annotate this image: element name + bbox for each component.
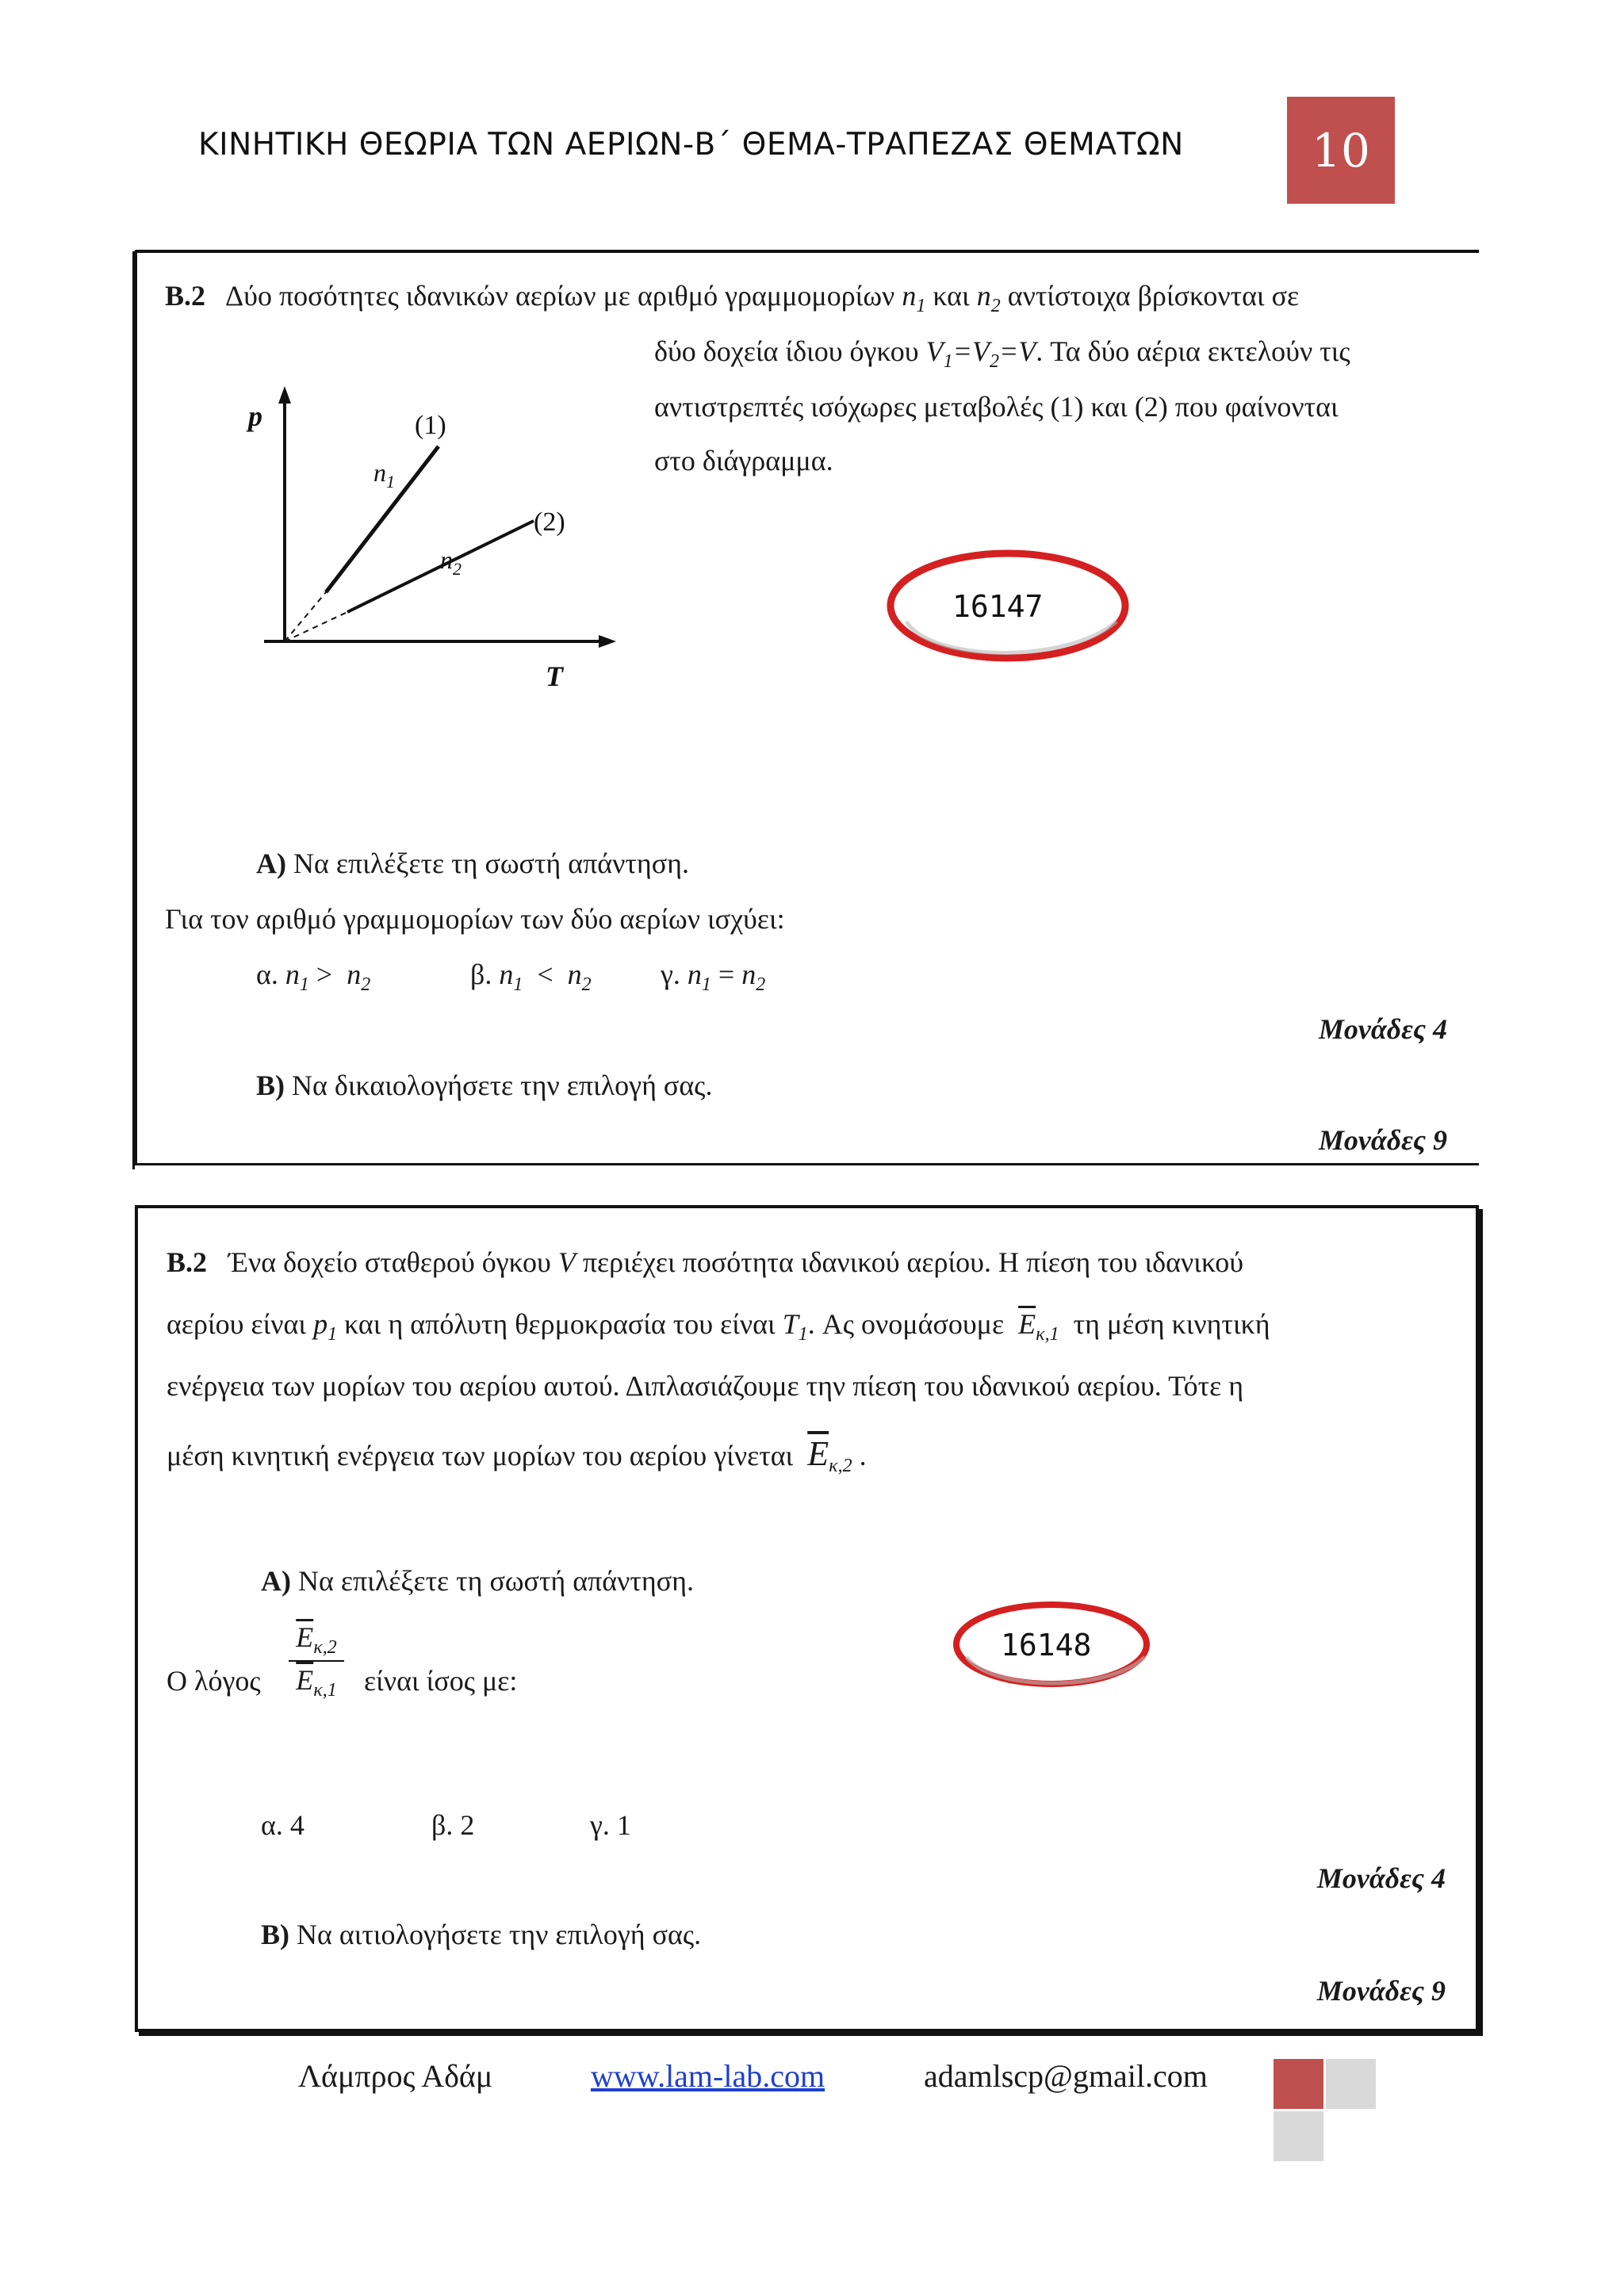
footer-square-red — [1274, 2059, 1323, 2109]
problem-2-line-2: αερίου είναι $p_1$ και η απόλυτη θερμοκρασία του είναι $T_1$. Ας ονομάσουμε $\overline{E}_{\kappa,1}$ τη μέση κινητική — [167, 1308, 1270, 1345]
problem-2-option-c: γ. 1 — [590, 1809, 631, 1841]
x-axis-arrow — [599, 635, 616, 648]
problem-box-1 — [135, 250, 1479, 1165]
problem-1-marks-a: Μονάδες 4 — [1318, 1013, 1447, 1045]
code-circle-2 — [947, 1595, 1161, 1698]
pt-diagram — [232, 380, 756, 713]
footer-square-gray-1 — [1326, 2059, 1376, 2109]
y-axis-label: p — [248, 400, 262, 432]
problem-box-2 — [135, 1205, 1479, 2032]
footer-email[interactable]: adamlscp@gmail.com — [924, 2058, 1208, 2094]
problem-2-option-b: β. 2 — [431, 1809, 475, 1841]
line-1-label: (1) — [415, 411, 446, 440]
line-2-extrapolation — [285, 612, 347, 641]
problem-1-line-3: αντιστρεπτές ισόχωρες μεταβολές (1) και (2) που φαίνονται — [654, 391, 1339, 423]
problem-1-option-c: γ. $n_1 = n_2$ — [661, 959, 766, 996]
problem-2-line-1: Β.2 Ένα δοχείο σταθερού όγκου V περιέχει ποσότητα ιδανικού αερίου. Η πίεση του ιδανικού — [167, 1246, 1244, 1278]
problem-2-marks-a: Μονάδες 4 — [1316, 1862, 1446, 1894]
page-number: 10 — [1312, 123, 1370, 178]
page-header-title: ΚΙΝΗΤΙΚΗ ΘΕΩΡΙΑ ΤΩΝ ΑΕΡΙΩΝ-Β΄ ΘΕΜΑ-ΤΡΑΠΕΖΑΣ ΘΕΜΑΤΩΝ — [198, 127, 1184, 163]
footer-square-gray-2 — [1274, 2111, 1323, 2161]
ratio-suffix: είναι ίσος με: — [364, 1665, 518, 1697]
problem-1-line-1: Β.2 Δύο ποσότητες ιδανικών αερίων με αριθμό γραμμομορίων $n_1$ και $n_2$ αντίστοιχα βρίσκονται σε — [165, 280, 1300, 317]
page-number-badge — [1287, 97, 1395, 204]
problem-2-part-b: Β) Να αιτιολογήσετε την επιλογή σας. — [261, 1919, 702, 1950]
footer-website-link[interactable]: www.lam-lab.com — [591, 2058, 825, 2094]
ratio-prefix: Ο λόγος — [167, 1665, 261, 1697]
problem-1-option-b: β. $n_1 < n_2$ — [470, 959, 592, 996]
n1-label: $n_1$ — [373, 458, 395, 492]
problem-1-part-b: Β) Να δικαιολογήσετε την επιλογή σας. — [256, 1070, 713, 1101]
problem-1-option-a: α. $n_1 > n_2$ — [256, 959, 371, 996]
problem-1-question: Για τον αριθμό γραμμομορίων των δύο αερίων ισχύει: — [165, 903, 785, 935]
line-1-extrapolation — [285, 592, 326, 641]
y-axis-arrow — [278, 386, 291, 404]
line-2-label: (2) — [534, 507, 565, 537]
problem-1-label: Β.2 — [165, 280, 206, 312]
problem-2-marks-b: Μονάδες 9 — [1316, 1975, 1446, 2007]
code-circle-1 — [883, 542, 1136, 669]
problem-2-option-a: α. 4 — [261, 1809, 304, 1841]
footer-author: Λάμπρος Αδάμ — [298, 2058, 493, 2094]
problem-1-marks-b: Μονάδες 9 — [1318, 1124, 1447, 1156]
n2-label: $n_2$ — [440, 545, 462, 579]
ratio-fraction: $\overline{E}_{\kappa,2}$ $\overline{E}_{\kappa,1}$ — [289, 1621, 344, 1701]
problem-1-line-4: στο διάγραμμα. — [654, 445, 833, 476]
problem-2-line-4: μέση κινητική ενέργεια των μορίων του αερίου γίνεται $\overline{E}_{\kappa,2}$ . — [167, 1434, 867, 1477]
problem-2-line-3: ενέργεια των μορίων του αερίου αυτού. Διπλασιάζουμε την πίεση του ιδανικού αερίου. Τότε η — [167, 1370, 1244, 1402]
code-16147: 16147 — [952, 589, 1044, 624]
problem-1-line-2: δύο δοχεία ίδιου όγκου $V_1=V_2=V$. Τα δύο αέρια εκτελούν τις — [654, 335, 1350, 373]
x-axis-label: T — [546, 660, 563, 692]
problem-2-part-a: Α) Να επιλέξετε τη σωστή απάντηση. — [261, 1565, 694, 1597]
code-16148: 16148 — [1001, 1628, 1092, 1663]
problem-1-part-a: Α) Να επιλέξετε τη σωστή απάντηση. — [256, 848, 689, 879]
